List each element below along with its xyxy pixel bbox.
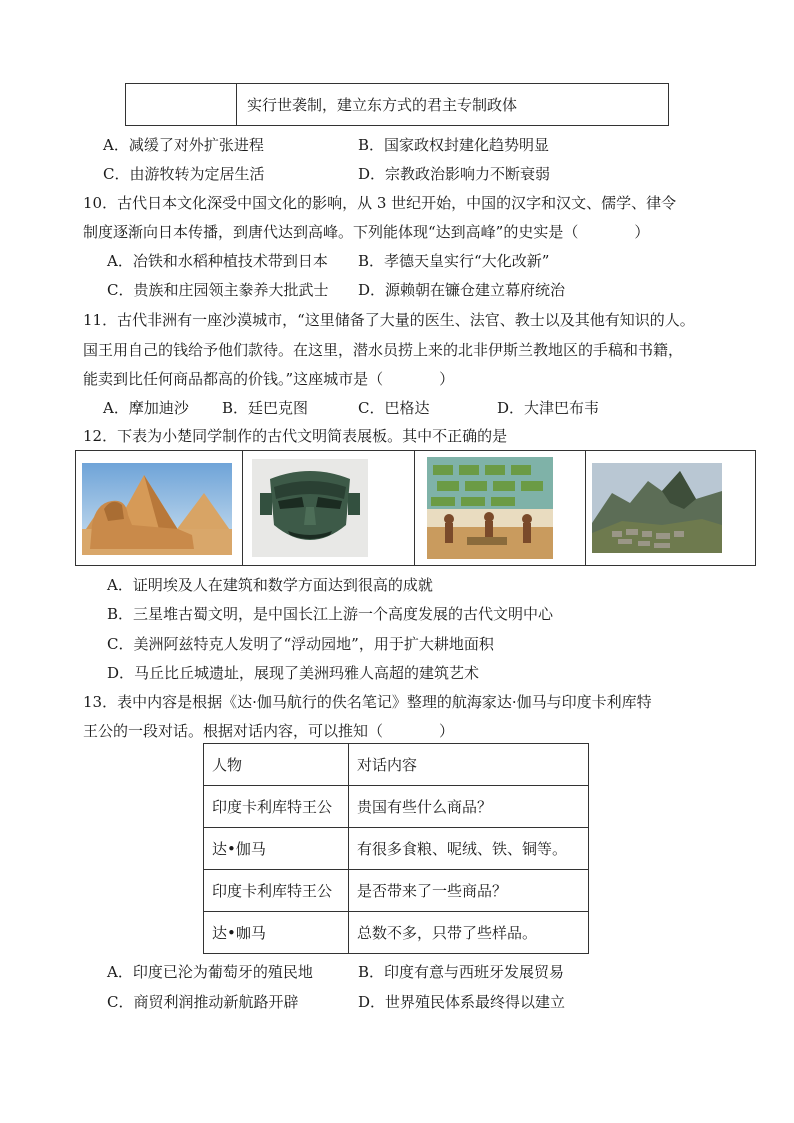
floating-gardens-image (427, 457, 553, 559)
q10-stem-line2 (83, 222, 649, 242)
table-header-row (204, 744, 589, 786)
row-content: 贵国有些什么商品？ (349, 786, 589, 828)
q10-paren-close: ） (634, 223, 650, 241)
q12-option-a[interactable]: A．证明埃及人在建筑和数学方面达到很高的成就 (107, 576, 433, 594)
q11-option-b[interactable]: B．廷巴克图 (222, 399, 309, 417)
q10-option-c[interactable]: C．贵族和庄园领主豢养大批武士 (107, 281, 329, 299)
image-cell-machu-picchu (586, 451, 755, 565)
row-content: 总数不多，只带了些样品。 (349, 912, 589, 954)
q11-option-c[interactable]: C．巴格达 (358, 399, 430, 417)
table-row (204, 828, 589, 870)
q11-option-a[interactable]: A．摩加迪沙 (103, 399, 189, 417)
q11-stem-line3 (83, 369, 454, 389)
q9-option-b[interactable]: B．国家政权封建化趋势明显 (358, 136, 550, 154)
q12-stem: 12．下表为小楚同学制作的古代文明简表展板。其中不正确的是 (83, 427, 508, 445)
machu-picchu-image (592, 463, 722, 553)
image-cell-egypt (76, 451, 243, 565)
q10-option-d[interactable]: D．源赖朝在镰仓建立幕府统治 (358, 281, 566, 299)
header-person: 人物 (204, 744, 349, 786)
q12-image-table (75, 450, 756, 566)
header-content: 对话内容 (349, 744, 589, 786)
q12-option-b[interactable]: B．三星堆古蜀文明，是中国长江上游一个高度发展的古代文明中心 (107, 605, 554, 623)
q12-option-c[interactable]: C．美洲阿兹特克人发明了“浮动园地”，用于扩大耕地面积 (107, 635, 494, 653)
bronze-mask-image (252, 459, 368, 557)
top-table (125, 83, 669, 126)
q11-stem-line1: 11．古代非洲有一座沙漠城市，“这里储备了大量的医生、法官、教士以及其他有知识的人。 (83, 311, 695, 329)
q13-stem-line2 (83, 721, 454, 741)
row-person: 达•咖马 (204, 912, 349, 954)
image-cell-sanxingdui (243, 451, 415, 565)
row-person: 印度卡利库特王公 (204, 870, 349, 912)
table-row (204, 912, 589, 954)
top-table-empty-cell (126, 84, 237, 126)
dialogue-table (203, 743, 589, 954)
table-row (204, 870, 589, 912)
q11-option-d[interactable]: D．大津巴布韦 (497, 399, 600, 417)
q9-option-c[interactable]: C．由游牧转为定居生活 (103, 165, 265, 183)
q13-stem-text: 王公的一段对话。根据对话内容，可以推知（ (83, 722, 384, 740)
q10-option-a[interactable]: A．冶铁和水稻种植技术带到日本 (107, 252, 328, 270)
q11-paren-close: ） (439, 370, 455, 388)
q13-stem-line1: 13．表中内容是根据《达·伽马航行的佚名笔记》整理的航海家达·伽马与印度卡利库特 (83, 693, 652, 711)
row-person: 达•伽马 (204, 828, 349, 870)
q9-option-a[interactable]: A．减缓了对外扩张进程 (103, 136, 264, 154)
row-content: 有很多食粮、呢绒、铁、铜等。 (349, 828, 589, 870)
image-cell-aztec (415, 451, 586, 565)
q13-paren-close: ） (439, 722, 455, 740)
q13-option-a[interactable]: A．印度已沦为葡萄牙的殖民地 (107, 963, 313, 981)
q10-stem-line1: 10．古代日本文化深受中国文化的影响，从 3 世纪开始，中国的汉字和汉文、儒学、律令 (83, 194, 677, 212)
row-person: 印度卡利库特王公 (204, 786, 349, 828)
q9-option-d[interactable]: D．宗教政治影响力不断衰弱 (358, 165, 551, 183)
table-row (204, 786, 589, 828)
q13-option-b[interactable]: B．印度有意与西班牙发展贸易 (358, 963, 565, 981)
q12-option-d[interactable]: D．马丘比丘城遗址，展现了美洲玛雅人高超的建筑艺术 (107, 664, 480, 682)
top-table-text-cell: 实行世袭制，建立东方式的君主专制政体 (237, 84, 669, 126)
q11-stem-text: 能卖到比任何商品都高的价钱。”这座城市是（ (83, 370, 384, 388)
q13-option-d[interactable]: D．世界殖民体系最终得以建立 (358, 993, 566, 1011)
q11-stem-line2: 国王用自己的钱给予他们款待。在这里，潜水员捞上来的北非伊斯兰教地区的手稿和书籍， (83, 341, 684, 359)
sphinx-pyramid-image (82, 463, 232, 555)
q13-option-c[interactable]: C．商贸利润推动新航路开辟 (107, 993, 299, 1011)
q10-option-b[interactable]: B．孝德天皇实行“大化改新” (358, 252, 550, 270)
row-content: 是否带来了一些商品？ (349, 870, 589, 912)
q10-stem-text: 制度逐渐向日本传播，到唐代达到高峰。下列能体现“达到高峰”的史实是（ (83, 223, 579, 241)
